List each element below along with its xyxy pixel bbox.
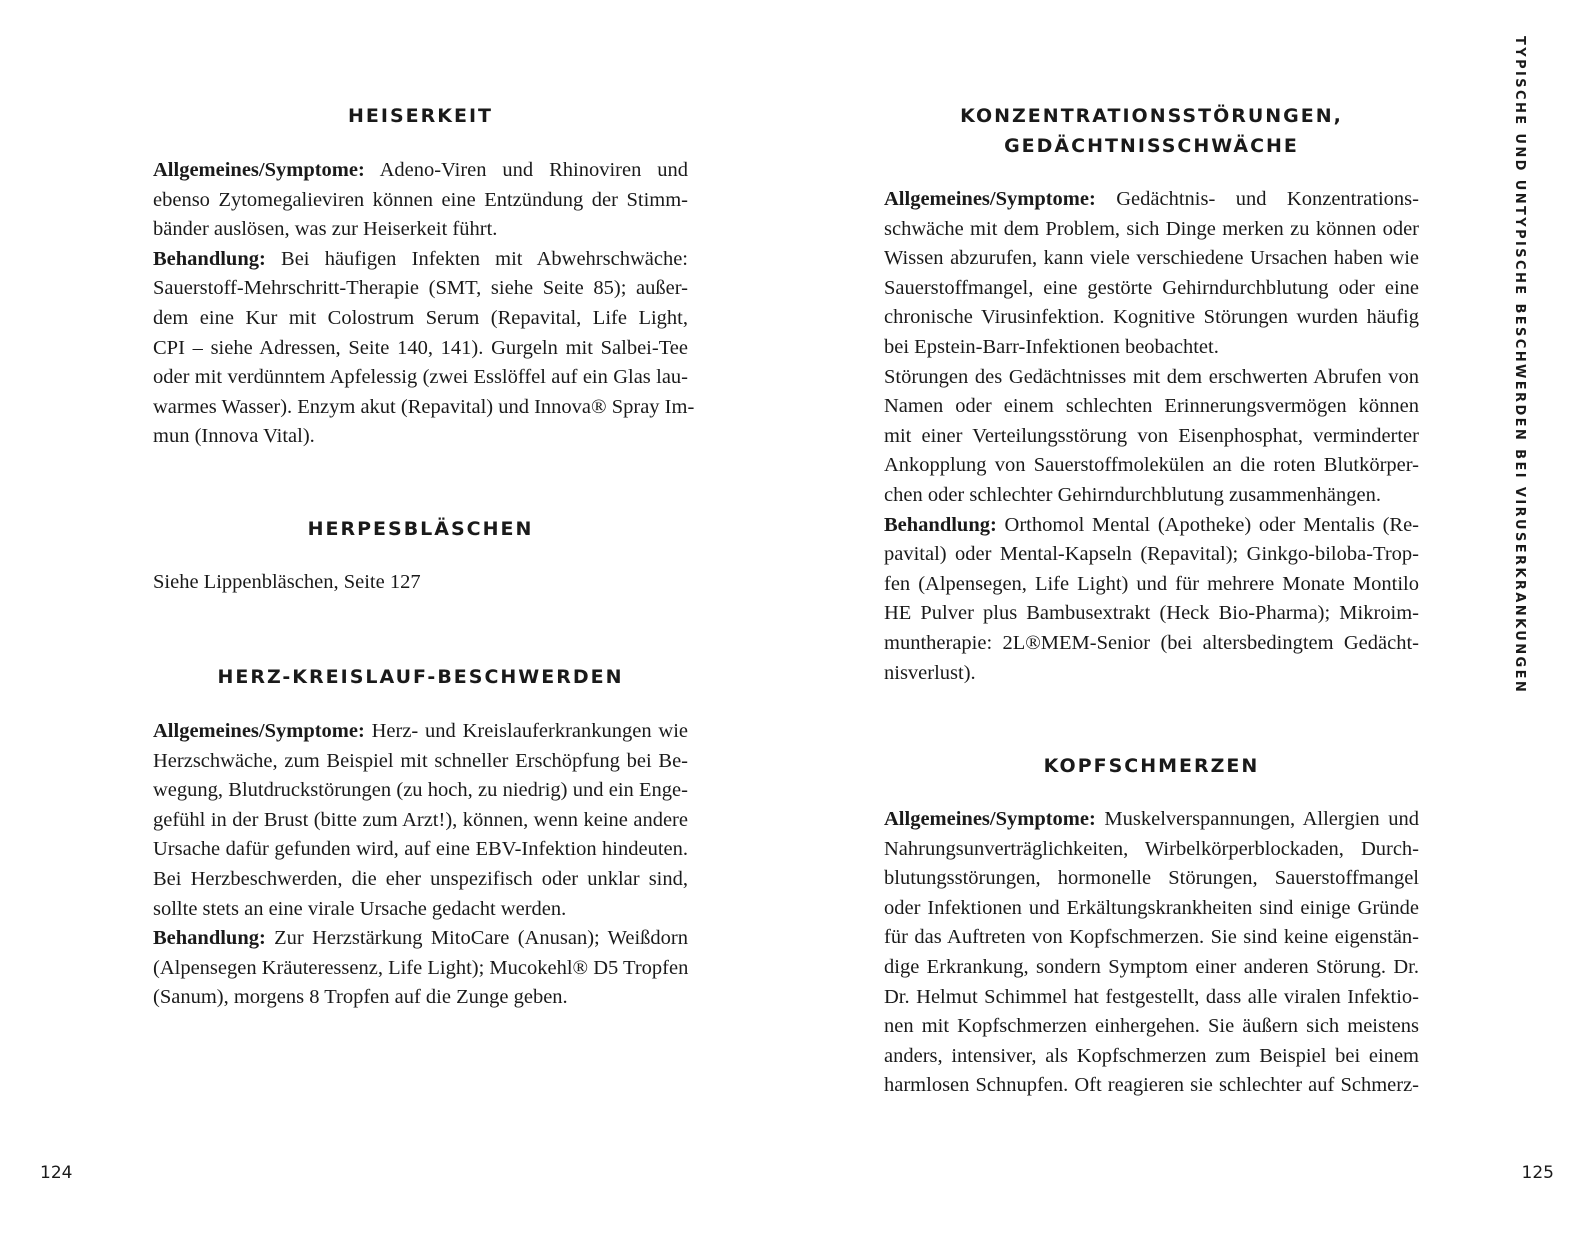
- paragraph-konz-symptoms: [884, 185, 1419, 363]
- text-line: für das Auftreten von Kopfschmerzen. Sie sind keine eigenstän-: [884, 926, 1419, 949]
- paragraph-herz-symptoms: [153, 717, 688, 924]
- text-line: mit einer Verteilungsstörung von Eisenphosphat, verminderter: [884, 424, 1419, 447]
- text-line: blutungsstörungen, hormonelle Störungen, Sauerstoffmangel: [884, 867, 1419, 890]
- treatment-label: Behandlung:: [884, 513, 997, 536]
- text-line: Herz- und Kreislauferkrankungen wie: [364, 720, 688, 742]
- heading-herz-kreislauf: HERZ-KREISLAUF-BESCHWERDEN: [217, 666, 624, 688]
- text-line: Wissen abzurufen, kann viele verschiedene Ursachen haben wie: [884, 247, 1419, 270]
- symptoms-label: Allgemeines/Symptome:: [884, 808, 1096, 830]
- section-heiserkeit: [153, 156, 695, 452]
- paragraph-herpes: [153, 568, 688, 598]
- text-line: Sauerstoffmangel, eine gestörte Gehirndurchblutung oder eine: [884, 276, 1419, 299]
- paragraph-herz-treatment: [153, 924, 688, 1013]
- text-line: mun (Innova Vital).: [153, 425, 315, 448]
- text-line: gefühl in der Brust (bitte zum Arzt!), können, wenn keine andere: [153, 808, 688, 831]
- section-herpesblaeschen: [153, 568, 688, 598]
- text-line: Orthomol Mental (Apotheke) oder Mentalis (Re-: [996, 513, 1419, 536]
- text-line: bei Epstein-Barr-Infektionen beobachtet.: [884, 335, 1219, 358]
- text-line: chronische Virusinfektion. Kognitive Störungen wurden häufig: [884, 306, 1419, 329]
- text-line: muntherapie: 2L®MEM-Senior (bei altersbedingtem Gedächt-: [884, 631, 1419, 654]
- text-line: Muskelverspannungen, Allergien und: [1095, 808, 1419, 830]
- page-number-left: 124: [40, 1163, 73, 1183]
- text-line: anders, intensiver, als Kopfschmerzen zum Beispiel bei einem: [884, 1044, 1419, 1067]
- text-line: oder mit verdünntem Apfelessig (zwei Esslöffel auf ein Glas lau-: [153, 366, 688, 389]
- text-line: pavital) oder Mental-Kapseln (Repavital); Ginkgo-biloba-Trop-: [884, 543, 1419, 566]
- text-line: (Sanum), morgens 8 Tropfen auf die Zunge geben.: [153, 986, 568, 1009]
- heading-herpesblaeschen: HERPESBLÄSCHEN: [307, 518, 534, 540]
- symptoms-label: Allgemeines/Symptome:: [153, 159, 365, 181]
- text-line: wegung, Blutdruckstörungen (zu hoch, zu niedrig) und ein Enge-: [153, 779, 688, 802]
- page-number-right: 125: [1521, 1163, 1554, 1183]
- text-line: Dr. Helmut Schimmel hat festgestellt, dass alle viralen Infektio-: [884, 985, 1419, 1008]
- text-line: nisverlust).: [884, 661, 976, 684]
- text-line: Nahrungsunverträglichkeiten, Wirbelkörperblockaden, Durch-: [884, 837, 1419, 860]
- text-line: dige Erkrankung, sondern Symptom einer anderen Störung. Dr.: [884, 955, 1419, 978]
- text-line: ebenso Zytomegalieviren können eine Entzündung der Stimm-: [153, 188, 688, 211]
- paragraph-heiserkeit-treatment: [153, 245, 695, 452]
- text-line: Herzschwäche, zum Beispiel mit schneller Erschöpfung bei Be-: [153, 749, 688, 772]
- text-line: (Alpensegen Kräuteressenz, Life Light); Mucokehl® D5 Tropfen: [153, 956, 689, 979]
- text-line: CPI – siehe Adressen, Seite 140, 141). Gurgeln mit Salbei-Tee: [153, 336, 688, 359]
- text-line: Bei häufigen Infekten mit Abwehrschwäche:: [265, 247, 688, 270]
- text-line: Namen oder einem schlechten Erinnerungsvermögen können: [884, 395, 1419, 418]
- paragraph-heiserkeit-symptoms: [153, 156, 688, 245]
- heading-heiserkeit: HEISERKEIT: [348, 105, 493, 127]
- paragraph-kopf-symptoms: [884, 805, 1419, 1101]
- treatment-label: Behandlung:: [153, 927, 266, 950]
- text-line: Ursache dafür gefunden wird, auf eine EBV-Infektion hindeuten.: [153, 838, 688, 861]
- text-line: warmes Wasser). Enzym akut (Repavital) und Innova® Spray Im-: [153, 395, 695, 418]
- text-line: harmlosen Schnupfen. Oft reagieren sie schlechter auf Schmerz-: [884, 1074, 1419, 1097]
- text-line: Ankopplung von Sauerstoffmolekülen an die roten Blutkörper-: [884, 454, 1419, 477]
- section-herz-kreislauf: [153, 717, 688, 1013]
- text-line: Störungen des Gedächtnisses mit dem erschwerten Abrufen von: [884, 365, 1419, 388]
- text-line: nen mit Kopfschmerzen einhergehen. Sie äußern sich meistens: [884, 1015, 1419, 1038]
- text-line: sollte stets an eine virale Ursache gedacht werden.: [153, 897, 567, 920]
- text-line: bänder auslösen, was zur Heiserkeit führt.: [153, 218, 498, 241]
- symptoms-label: Allgemeines/Symptome:: [153, 720, 365, 742]
- text-line: fen (Alpensegen, Life Light) und für mehrere Monate Montilo: [884, 572, 1419, 595]
- heading-gedaechtnisschwaeche: GEDÄCHTNISSCHWÄCHE: [1004, 135, 1299, 157]
- text-line: chen oder schlechter Gehirndurchblutung zusammenhängen.: [884, 483, 1381, 506]
- text-line: oder Infektionen und Erkältungskrankheiten sind einige Gründe: [884, 896, 1419, 919]
- text-line: Bei Herzbeschwerden, die eher unspezifisch oder unklar sind,: [153, 867, 688, 890]
- section-kopfschmerzen: [884, 805, 1419, 1101]
- running-chapter-title: TYPISCHE UND UNTYPISCHE BESCHWERDEN BEI VIRUSERKRANKUNGEN: [1512, 36, 1527, 695]
- paragraph-konz-symptoms-2: [884, 363, 1419, 511]
- section-konzentration: [884, 185, 1419, 688]
- text-line: Siehe Lippenbläschen, Seite 127: [153, 571, 421, 593]
- text-line: HE Pulver plus Bambusextrakt (Heck Bio-Pharma); Mikroim-: [884, 602, 1419, 625]
- heading-kopfschmerzen: KOPFSCHMERZEN: [1043, 755, 1260, 777]
- text-line: Zur Herzstärkung MitoCare (Anusan); Weißdorn: [265, 927, 688, 950]
- text-line: dem eine Kur mit Colostrum Serum (Repavital, Life Light,: [153, 306, 688, 329]
- treatment-label: Behandlung:: [153, 247, 266, 270]
- symptoms-label: Allgemeines/Symptome:: [884, 188, 1096, 210]
- heading-konzentrationsstoerungen: KONZENTRATIONSSTÖRUNGEN,: [960, 105, 1343, 127]
- text-line: schwäche mit dem Problem, sich Dinge merken zu können oder: [884, 217, 1419, 240]
- paragraph-konz-treatment: [884, 511, 1419, 689]
- text-line: Adeno-Viren und Rhinoviren und: [364, 159, 688, 181]
- text-line: Gedächtnis- und Konzentrations-: [1095, 188, 1419, 210]
- text-line: Sauerstoff-Mehrschritt-Therapie (SMT, siehe Seite 85); außer-: [153, 277, 688, 300]
